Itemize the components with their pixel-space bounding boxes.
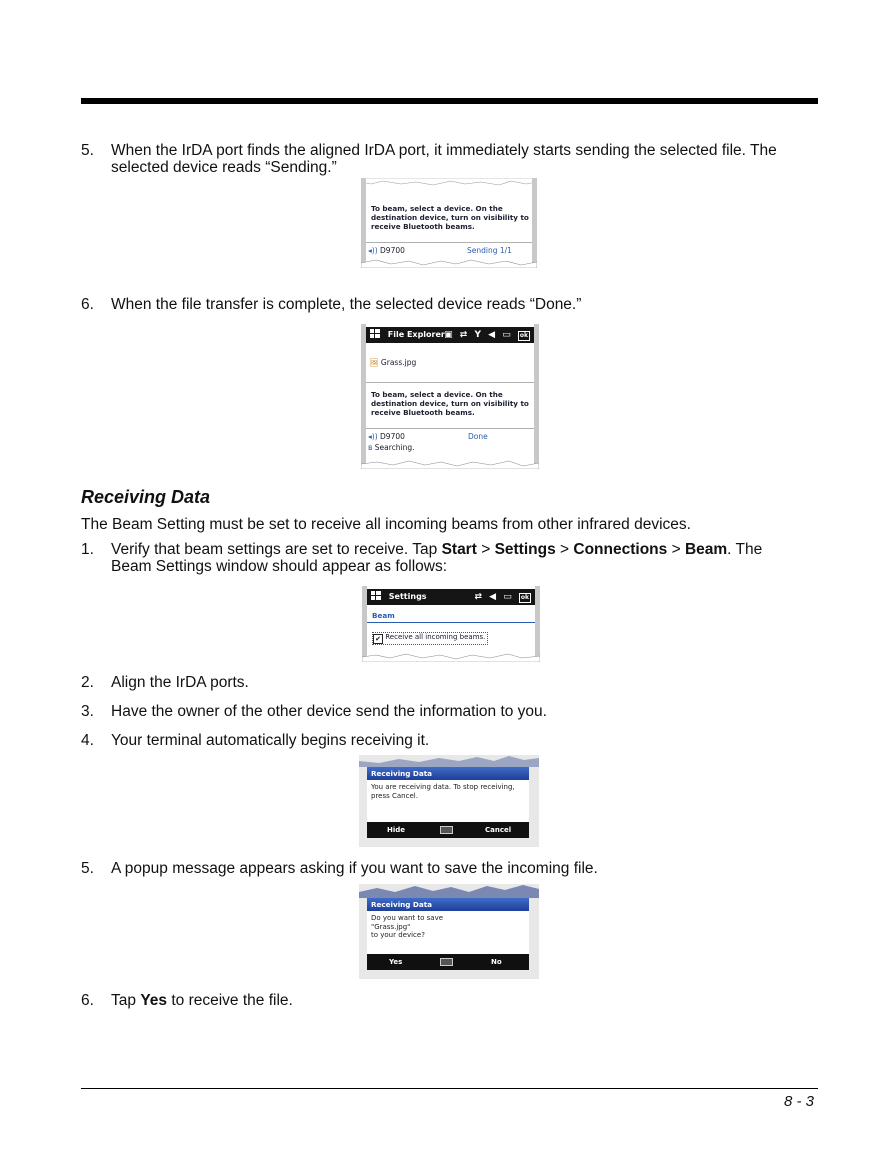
tab-beam[interactable]: Beam [372,611,395,620]
receive-step-2 [81,674,818,691]
step-text-line2: Beam Settings window should appear as follows: [111,558,448,575]
beam-instructions [371,390,529,417]
cancel-button[interactable]: Cancel [485,826,512,834]
ir-signal-icon: ◂)) [368,432,378,441]
battery-icon: ▭ [503,592,514,602]
beam-instructions [371,204,529,231]
searching-text: Searching. [374,443,415,452]
step-text: A popup message appears asking if you want to save the incoming file. [111,860,598,877]
footer-rule [81,1088,818,1089]
step-number: 1. [81,541,94,558]
connectivity-icon: ⇄ [474,592,485,602]
step-5-sending [81,142,818,176]
menu-path-beam: Beam [684,541,728,558]
windows-start-icon[interactable] [371,590,381,599]
receive-beams-checkbox-row[interactable] [372,632,488,645]
receive-step-3 [81,703,818,720]
title-bar [366,327,534,343]
divider [366,428,534,429]
screenshot-done [361,324,539,469]
device-row[interactable] [368,432,405,441]
message-line: To beam, select a device. On the [371,390,503,399]
dialog-line: Do you want to save [371,914,444,922]
window-title: File Explorer [387,330,445,339]
checkbox-label: Receive all incoming beams. [385,633,486,641]
device-row[interactable] [368,246,405,255]
menu-path-start: Start [441,541,477,558]
frame-edge [535,586,540,662]
dialog-line: to your device? [371,931,425,939]
torn-edge-bottom [361,459,539,469]
section-heading: Receiving Data [81,487,211,507]
torn-edge-top [359,884,539,898]
ok-button[interactable]: ok [520,594,529,601]
image-file-icon: 🖼 [369,358,379,367]
message-line: destination device, turn on visibility to [371,399,529,408]
step-text-line1: When the IrDA port finds the aligned IrDA port, it immediately starts sending the selected file. The [111,142,777,159]
status-icons [444,327,530,343]
ir-signal-icon: ◂)) [368,246,378,255]
hide-button[interactable]: Hide [387,826,406,834]
step-number: 5. [81,860,94,877]
tab-underline [367,622,535,623]
torn-edge-bottom [361,258,537,268]
divider [366,242,532,243]
dialog-softkey-bar [367,954,529,970]
keyboard-icon[interactable] [440,958,453,966]
step-text-line1: Verify that beam settings are set to receive. Tap Start > Settings > Connections > Beam. The [111,541,763,558]
bluetooth-icon: ʙ [368,443,373,452]
battery-icon: ▭ [502,330,513,340]
message-line: receive Bluetooth beams. [371,222,475,231]
torn-edge-top [359,755,539,767]
step-number: 6. [81,992,94,1009]
dialog-line: You are receiving data. To stop receiving, [371,783,515,791]
step-6-done [81,296,818,313]
no-button[interactable]: No [491,958,502,966]
section-intro: The Beam Setting must be set to receive all incoming beams from other infrared devices. [81,516,691,533]
menu-path-settings: Settings [494,541,556,558]
step-text: Have the owner of the other device send the information to you. [111,703,547,720]
dialog-body [367,911,529,954]
receive-step-5 [81,860,818,877]
searching-row [368,443,415,452]
screenshot-beam-settings [362,586,540,662]
step-number: 6. [81,296,94,313]
window-title: Settings [388,592,427,601]
message-line: To beam, select a device. On the [371,204,503,213]
dialog-line: "Grass.jpg" [371,922,411,931]
step-number: 5. [81,142,94,159]
dialog-softkey-bar [367,822,529,838]
bluetooth-status-icon: ▣ [444,330,455,340]
volume-muted-icon: ◀ [489,592,499,602]
volume-muted-icon: ◀ [488,330,498,340]
dialog-body [367,780,529,822]
page-number: 8 - 3 [783,1093,814,1110]
file-row[interactable] [369,358,416,367]
frame-edge [361,324,366,469]
dialog-line: press Cancel. [371,791,418,800]
receive-step-6 [81,992,818,1009]
device-name: D9700 [380,432,405,441]
receive-step-1 [81,541,818,575]
device-status: Done [468,432,488,441]
dialog-title: Receiving Data [367,898,529,911]
torn-edge-bottom [362,652,540,662]
connectivity-icon: ⇄ [459,330,470,340]
step-text-line2: selected device reads “Sending.” [111,159,337,176]
signal-off-icon: Y [474,330,484,340]
step-text: When the file transfer is complete, the selected device reads “Done.” [111,296,582,313]
message-line: receive Bluetooth beams. [371,408,475,417]
keyboard-icon[interactable] [440,826,453,834]
divider [366,382,534,383]
step-text: Align the IrDA ports. [111,674,249,691]
message-line: destination device, turn on visibility to [371,213,529,222]
frame-edge [534,324,539,469]
step-number: 3. [81,703,94,720]
step-text: Tap Yes to receive the file. [111,992,293,1009]
frame-edge [361,178,366,268]
header-rule [81,98,818,104]
yes-emphasis: Yes [140,992,168,1009]
checkbox[interactable]: ✔ [373,634,383,644]
yes-button[interactable]: Yes [389,958,403,966]
torn-edge-top [361,178,537,188]
device-name: D9700 [380,246,405,255]
screenshot-receiving-dialog [359,755,539,847]
device-status: Sending 1/1 [467,246,512,255]
receive-step-4 [81,732,818,749]
frame-edge [532,178,537,268]
status-icons [474,589,531,605]
ok-button[interactable]: ok [519,332,528,339]
screenshot-sending [361,178,537,268]
dialog-title: Receiving Data [367,767,529,780]
screenshot-save-dialog [359,884,539,979]
menu-path-connections: Connections [573,541,668,558]
step-number: 2. [81,674,94,691]
file-name: Grass.jpg [380,358,417,367]
step-number: 4. [81,732,94,749]
title-bar [367,589,535,605]
windows-start-icon[interactable] [370,328,380,337]
step-text: Your terminal automatically begins receiving it. [111,732,430,749]
